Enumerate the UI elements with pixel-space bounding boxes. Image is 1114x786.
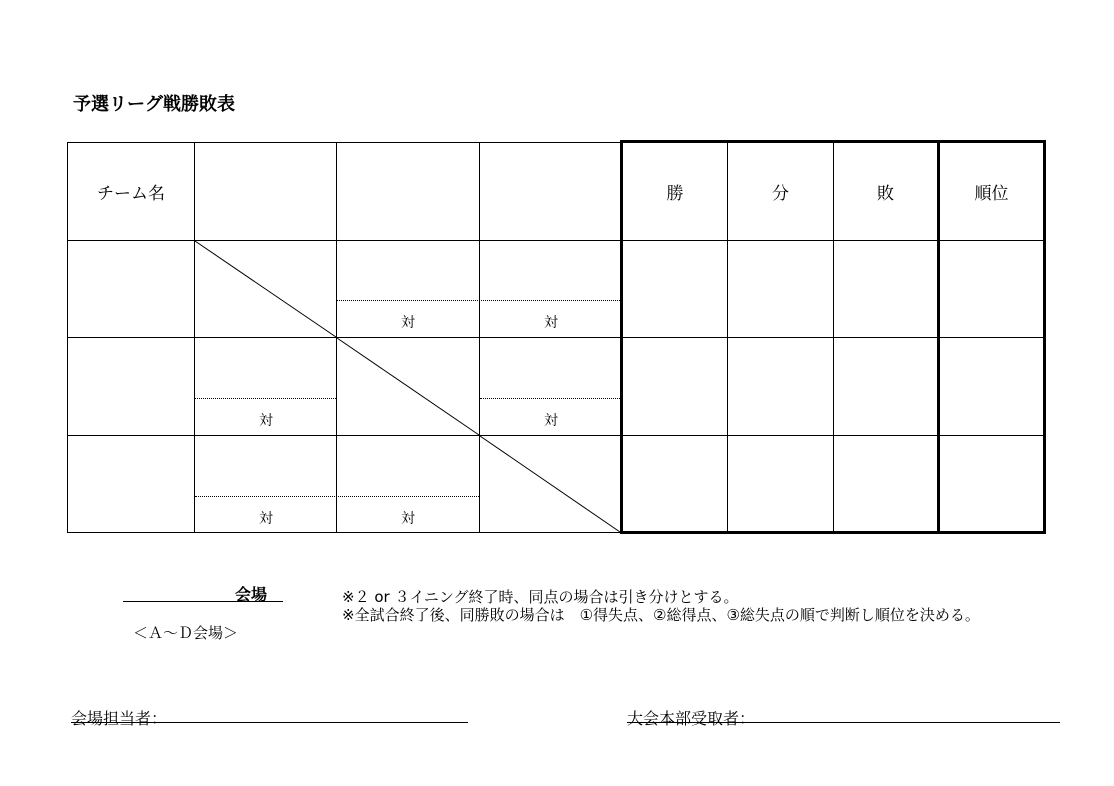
col-divider (194, 142, 195, 533)
hq-receiver-label: 大会本部受取者： (627, 709, 756, 728)
hq-receiver-signature-line[interactable] (627, 722, 1060, 723)
header-team-name: チーム名 (97, 184, 165, 204)
diagonal-line (195, 241, 336, 337)
rank-border-right (1043, 140, 1046, 534)
venue-range: ＜Ａ～Ｄ会場＞ (133, 624, 239, 642)
header-draw: 分 (772, 184, 789, 204)
score-divider (480, 398, 620, 399)
header-rank: 順位 (974, 184, 1009, 204)
diagonal-line (480, 436, 620, 532)
vs-label: 対 (401, 315, 415, 331)
vs-label: 対 (544, 315, 558, 331)
col-divider (336, 142, 337, 533)
vs-label: 対 (544, 413, 558, 429)
diagonal-line (337, 338, 479, 435)
header-win: 勝 (666, 184, 684, 204)
score-divider (337, 300, 620, 301)
note-draw-rule: ※２ or ３イニング終了時、同点の場合は引き分けとする。 (342, 588, 739, 606)
page-title: 予選リーグ戦勝敗表 (73, 94, 235, 115)
col-divider (479, 142, 480, 533)
table-border-bottom (67, 532, 622, 533)
venue-staff-signature-line[interactable] (71, 722, 468, 723)
venue-label: 会場 (235, 585, 268, 604)
row-divider (67, 435, 1043, 436)
score-divider (195, 496, 479, 497)
vs-label: 対 (259, 413, 273, 429)
vs-label: 対 (259, 511, 273, 527)
score-divider (195, 398, 336, 399)
venue-staff-label: 会場担当者： (71, 709, 168, 728)
header-loss: 敗 (877, 184, 894, 204)
note-ranking-rule: ※全試合終了後、同勝敗の場合は ①得失点、②総得点、③総失点の順で判断し順位を決める。 (342, 606, 980, 624)
row-divider (67, 240, 1043, 241)
row-divider (67, 337, 1043, 338)
venue-underline (123, 601, 283, 602)
vs-label: 対 (401, 511, 415, 527)
